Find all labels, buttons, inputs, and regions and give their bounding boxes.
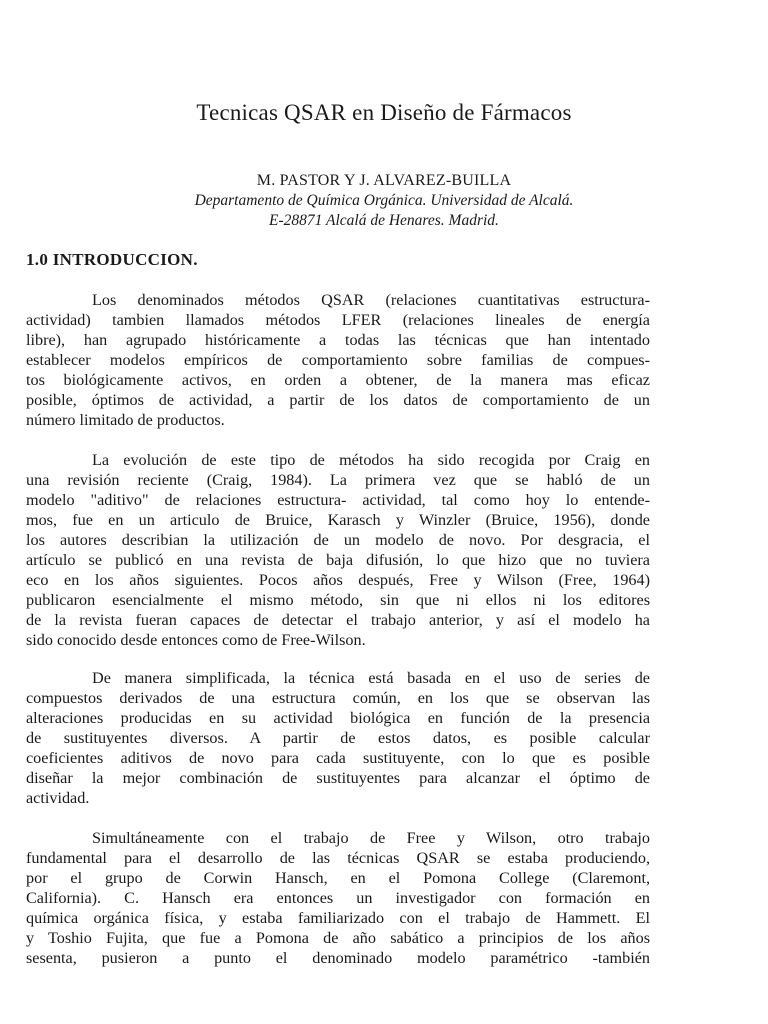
text-line: libre), han agrupado históricamente a todas las técnicas que han intentado	[26, 331, 650, 349]
text-line: actividad.	[26, 789, 90, 807]
text-line: Los denominados métodos QSAR (relaciones cuantitativas estructura-	[92, 291, 650, 309]
text-line: diseñar la mejor combinación de sustituyentes para alcanzar el óptimo de	[26, 769, 650, 787]
authors-line: M. PASTOR Y J. ALVAREZ-BUILLA	[256, 172, 512, 189]
text-line: por el grupo de Corwin Hansch, en el Pomona College (Claremont,	[26, 869, 650, 887]
text-line: eco en los años siguientes. Pocos años después, Free y Wilson (Free, 1964)	[26, 571, 650, 589]
text-line: establecer modelos empíricos de comportamiento sobre familias de compues-	[26, 351, 650, 369]
text-line: y Toshio Fujita, que fue a Pomona de año sabático a principios de los años	[26, 929, 650, 947]
text-line: fundamental para el desarrollo de las técnicas QSAR se estaba produciendo,	[26, 849, 650, 867]
paper-title: Tecnicas QSAR en Diseño de Fármacos	[196, 100, 572, 125]
affiliation-line-1: Departamento de Química Orgánica. Universidad de Alcalá.	[194, 192, 574, 209]
text-line: de sustituyentes diversos. A partir de estos datos, es posible calcular	[26, 729, 650, 747]
section-heading: 1.0 INTRODUCCION.	[26, 250, 198, 269]
text-line: compuestos derivados de una estructura común, en los que se observan las	[26, 689, 650, 707]
text-line: modelo "aditivo" de relaciones estructura- actividad, tal como hoy lo entende-	[26, 491, 650, 509]
text-line: La evolución de este tipo de métodos ha sido recogida por Craig en	[92, 451, 650, 469]
text-line: mos, fue en un articulo de Bruice, Karasch y Winzler (Bruice, 1956), donde	[26, 511, 650, 529]
text-line: artículo se publicó en una revista de baja difusión, lo que hizo que no tuviera	[26, 551, 650, 569]
text-line: sesenta, pusieron a punto el denominado modelo paramétrico -también	[26, 949, 650, 967]
affiliation-line-2: E-28871 Alcalá de Henares. Madrid.	[269, 212, 499, 229]
text-line: coeficientes aditivos de novo para cada sustituyente, con lo que es posible	[26, 749, 650, 767]
text-line: los autores describian la utilización de un modelo de novo. Por desgracia, el	[26, 531, 650, 549]
text-line: sido conocido desde entonces como de Free-Wilson.	[26, 631, 366, 649]
text-line: California). C. Hansch era entonces un investigador con formación en	[26, 889, 650, 907]
text-line: una revisión reciente (Craig, 1984). La primera vez que se habló de un	[26, 471, 650, 489]
text-line: Simultáneamente con el trabajo de Free y Wilson, otro trabajo	[92, 829, 650, 847]
text-line: número limitado de productos.	[26, 411, 225, 429]
text-line: publicaron esencialmente el mismo método, sin que ni ellos ni los editores	[26, 591, 650, 609]
text-line: tos biológicamente activos, en orden a obtener, de la manera mas eficaz	[26, 371, 650, 389]
text-line: posible, óptimos de actividad, a partir de los datos de comportamiento de un	[26, 391, 650, 409]
text-line: De manera simplificada, la técnica está basada en el uso de series de	[92, 669, 650, 687]
text-line: química orgánica física, y estaba familiarizado con el trabajo de Hammett. El	[26, 909, 650, 927]
text-line: alteraciones producidas en su actividad biológica en función de la presencia	[26, 709, 650, 727]
text-line: actividad) tambien llamados métodos LFER (relaciones lineales de energía	[26, 311, 650, 329]
text-line: de la revista fueran capaces de detectar el trabajo anterior, y así el modelo ha	[26, 611, 650, 629]
